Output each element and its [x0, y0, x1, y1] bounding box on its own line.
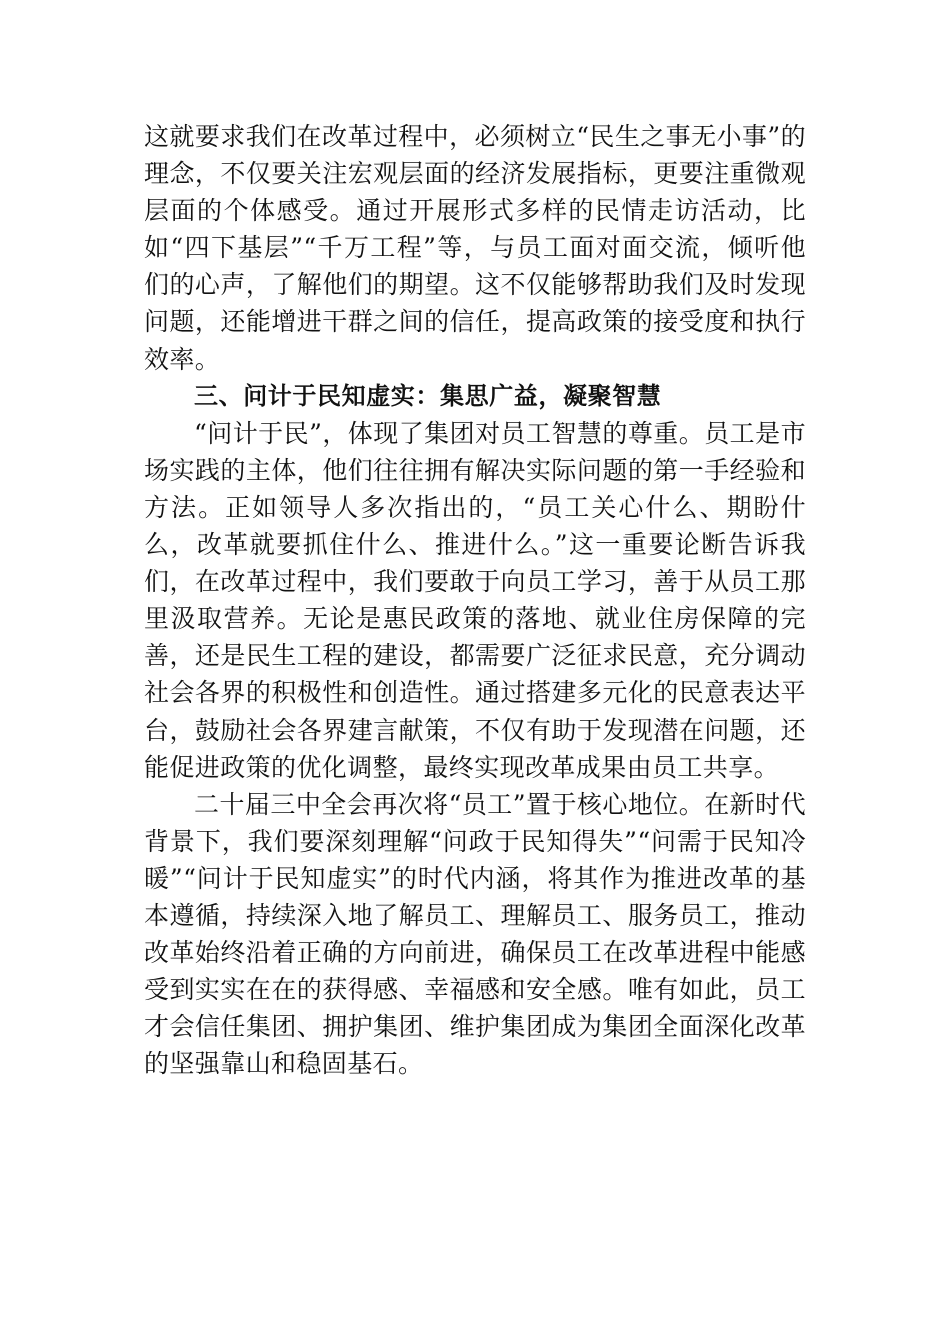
body-paragraph-1: 这就要求我们在改革过程中，必须树立“民生之事无小事”的理念，不仅要关注宏观层面的经济发展指标，更要注重微观层面的个体感受。通过开展形式多样的民情走访活动，比如“四下基层”“千万工程”等，与员工面对面交流，倾听他们的心声，了解他们的期望。这不仅能够帮助我们及时发现问题，还能增进干群之间的信任，提高政策的接受度和执行效率。 — [144, 122, 806, 374]
document-page — [144, 118, 806, 1082]
body-paragraph-2: “问计于民”，体现了集团对员工智慧的尊重。员工是市场实践的主体，他们往往拥有解决实际问题的第一手经验和方法。正如领导人多次指出的，“员工关心什么、期盼什么，改革就要抓住什么、推进什么。”这一重要论断告诉我们，在改革过程中，我们要敢于向员工学习，善于从员工那里汲取营养。无论是惠民政策的落地、就业住房保障的完善，还是民生工程的建设，都需要广泛征求民意，充分调动社会各界的积极性和创造性。通过搭建多元化的民意表达平台，鼓励社会各界建言献策，不仅有助于发现潜在问题，还能促进政策的优化调整，最终实现改革成果由员工共享。 — [144, 418, 806, 782]
body-paragraph-3: 二十届三中全会再次将“员工”置于核心地位。在新时代背景下，我们要深刻理解“问政于民知得失”“问需于民知冷暖”“问计于民知虚实”的时代内涵，将其作为推进改革的基本遵循，持续深入地了解员工、理解员工、服务员工，推动改革始终沿着正确的方向前进，确保员工在改革进程中能感受到实实在在的获得感、幸福感和安全感。唯有如此，员工才会信任集团、拥护集团、维护集团成为集团全面深化改革的坚强靠山和稳固基石。 — [144, 789, 806, 1079]
section-heading-3: 三、问计于民知虚实：集思广益，凝聚智慧 — [194, 381, 662, 410]
